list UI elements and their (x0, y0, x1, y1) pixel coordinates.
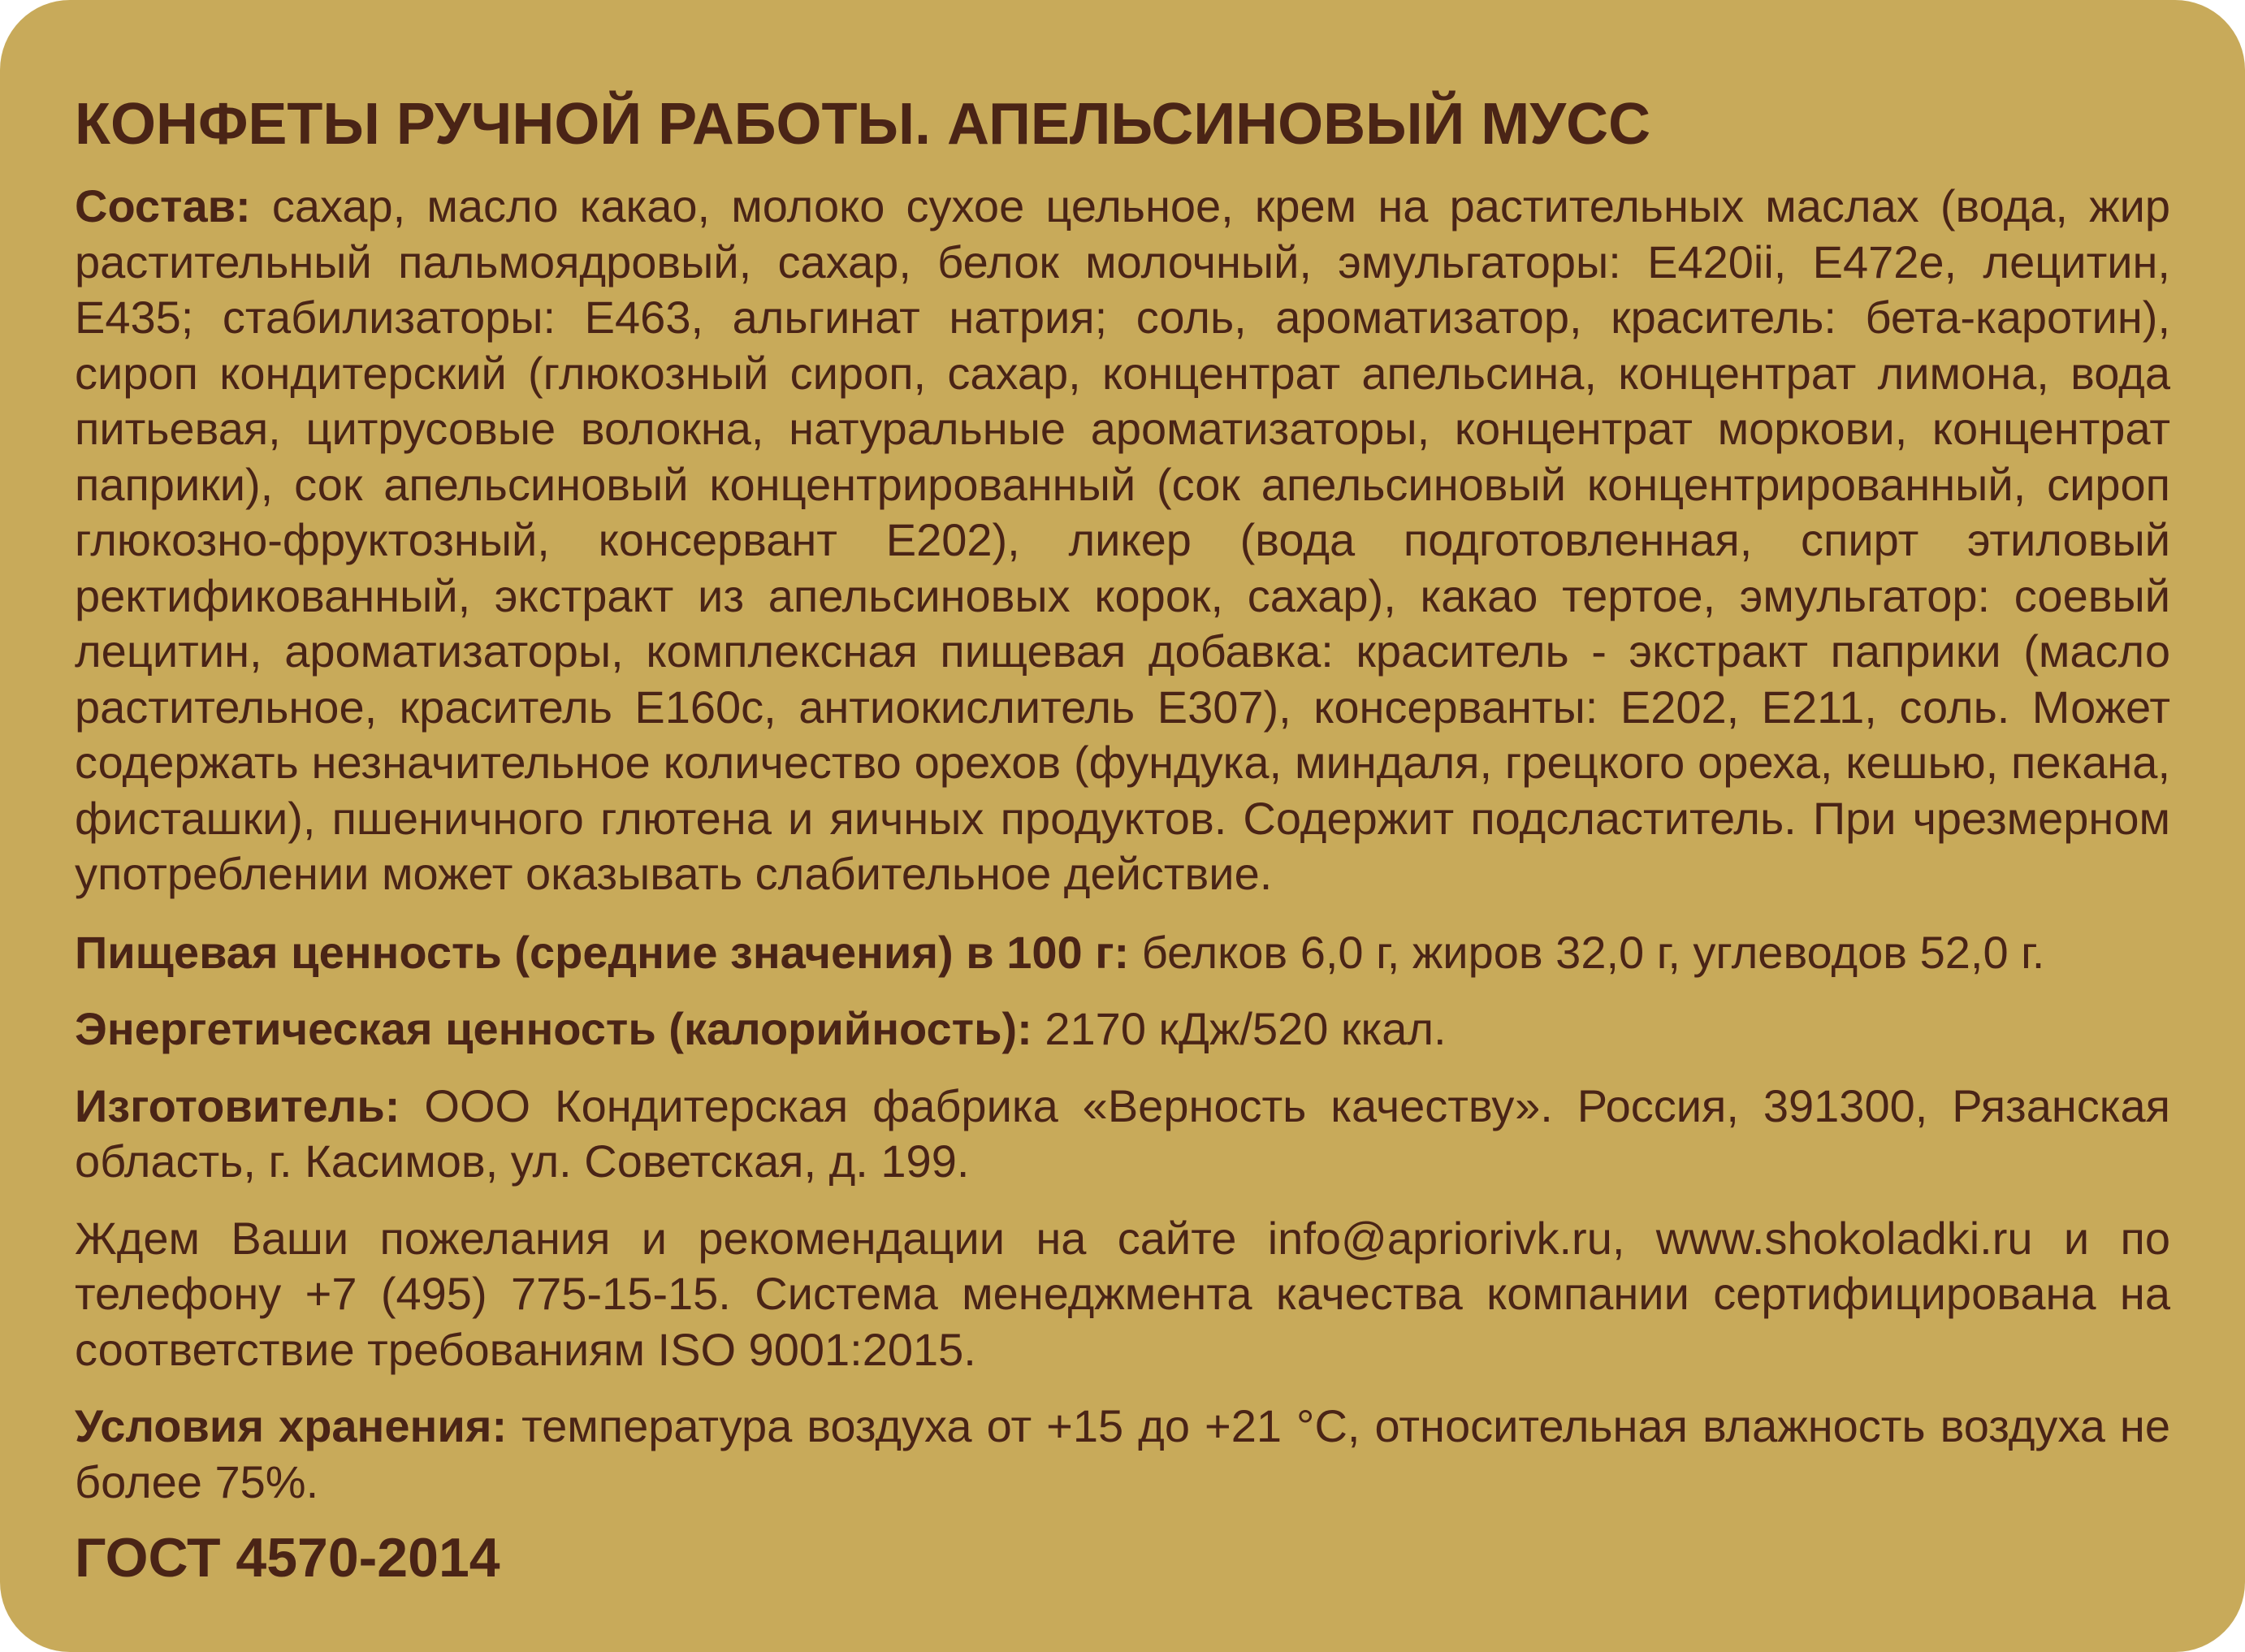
energy-label: Энергетическая ценность (калорийность): (75, 1003, 1032, 1054)
manufacturer-label: Изготовитель: (75, 1079, 400, 1131)
nutrition-section (75, 925, 2170, 981)
contact-section (75, 1211, 2170, 1378)
gost-standard: ГОСТ 4570-2014 (75, 1527, 500, 1589)
storage-text: температура воздуха от +15 до +21 °С, относительная влажность воздуха не более 75%. (75, 1400, 2170, 1507)
energy-section (75, 1001, 2170, 1057)
nutrition-text: белков 6,0 г, жиров 32,0 г, углеводов 52,0 г. (1141, 926, 2045, 978)
composition-label: Состав: (75, 180, 251, 231)
storage-label: Условия хранения: (75, 1400, 508, 1451)
composition-text: сахар, масло какао, молоко сухое цельное, крем на растительных маслах (вода, жир растительный пальмоядровый, сахар, белок молочный, эмульгаторы: Е420ii, Е472е, лецитин, Е435; стабилизаторы: Е463, альгинат натрия; соль, ароматизатор, краситель: бета-каротин), сироп кондитерский (глюкозный сироп, сахар, концентрат апельсина, концентрат лимона, вода питьевая, цитрусовые волокна, натуральные ароматизаторы, концентрат моркови, концентрат паприки), сок апельсиновый концентрированный (сок апельсиновый концентрированный, сироп глюкозно-фруктозный, консервант Е202), ликер (вода подготовленная, спирт этиловый ректификованный, экстракт из апельсиновых корок, сахар), какао тертое, эмульгатор: соевый лецитин, ароматизаторы, комплексная пищевая добавка: краситель - экстракт паприки (масло растительное, краситель Е160с, антиокислитель Е307), консерванты: Е202, Е211, соль. Может содержать незначительное количество орехов (фундука, миндаля, грецкого ореха, кешью, пекана, фисташки), пшеничного глютена и яичных продуктов. Содержит подсластитель. При чрезмерном употреблении может оказывать слабительное действие. (75, 180, 2171, 899)
manufacturer-section (75, 1079, 2170, 1190)
storage-section (75, 1399, 2170, 1510)
manufacturer-text: ООО Кондитерская фабрика «Верность качеству». Россия, 391300, Рязанская область, г. Касимов, ул. Советская, д. 199. (75, 1079, 2170, 1187)
composition-section (75, 179, 2170, 902)
contact-text: Ждем Ваши пожелания и рекомендации на сайте info@apriorivk.ru, www.shokoladki.ru и по телефону +7 (495) 775-15-15. Система менеджмента качества компании сертифицирована на соответствие требованиям ISO 9001:2015. (75, 1212, 2170, 1375)
product-title: КОНФЕТЫ РУЧНОЙ РАБОТЫ. АПЕЛЬСИНОВЫЙ МУСС (75, 92, 1651, 157)
energy-text: 2170 кДж/520 ккал. (1045, 1003, 1447, 1054)
nutrition-label: Пищевая ценность (средние значения) в 100 г: (75, 926, 1130, 978)
